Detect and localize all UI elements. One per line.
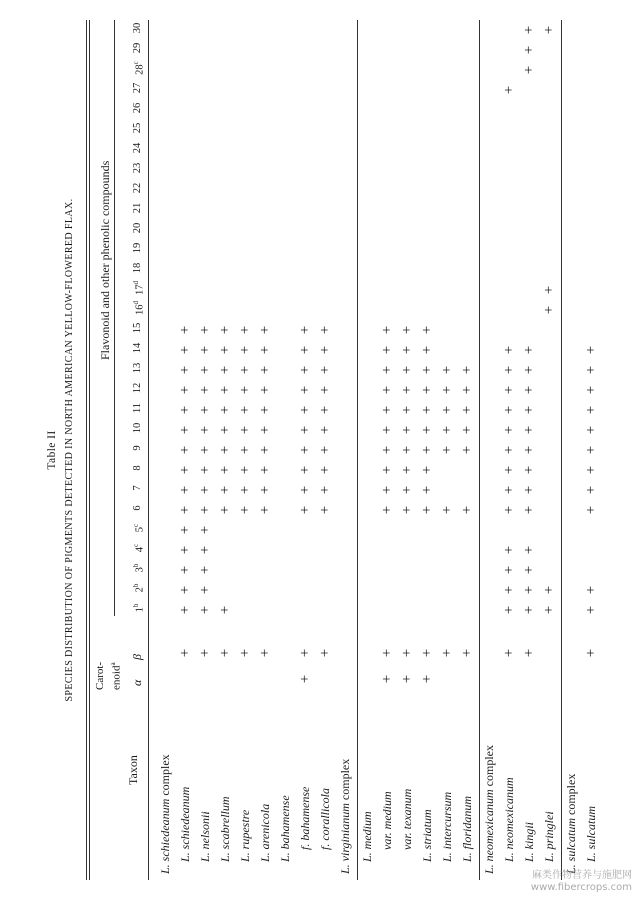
plus-mark: + — [501, 425, 517, 435]
header-carotenoid-beta: β — [130, 654, 144, 660]
plus-mark: + — [197, 605, 213, 615]
column-number-12: 12 — [132, 382, 143, 394]
plus-mark: + — [237, 485, 253, 495]
plus-mark: + — [459, 385, 475, 395]
column-number-13: 13 — [132, 362, 143, 374]
column-number-6: 6 — [132, 505, 143, 511]
plus-mark: + — [439, 365, 455, 375]
plus-mark: + — [197, 405, 213, 415]
column-number-30: 30 — [132, 22, 143, 34]
plus-mark: + — [317, 505, 333, 515]
plus-mark: + — [297, 365, 313, 375]
plus-mark: + — [521, 605, 537, 615]
plus-mark: + — [237, 505, 253, 515]
group-rule — [479, 20, 480, 880]
plus-mark: + — [217, 505, 233, 515]
plus-mark: + — [379, 674, 395, 684]
header-flavonoid: Flavonoid and other phenolic compounds — [98, 160, 112, 360]
plus-mark: + — [419, 405, 435, 415]
plus-mark: + — [419, 365, 435, 375]
taxon-group: L. schiedeanum complex — [158, 754, 172, 874]
plus-mark: + — [399, 648, 415, 658]
plus-mark: + — [501, 405, 517, 415]
taxon-label: var. texanum — [400, 788, 414, 850]
plus-mark: + — [177, 385, 193, 395]
plus-mark: + — [177, 405, 193, 415]
plus-mark: + — [177, 525, 193, 535]
top-rule-1 — [86, 20, 87, 880]
plus-mark: + — [419, 385, 435, 395]
plus-mark: + — [399, 345, 415, 355]
plus-mark: + — [217, 385, 233, 395]
plus-mark: + — [317, 485, 333, 495]
plus-mark: + — [257, 648, 273, 658]
plus-mark: + — [399, 485, 415, 495]
plus-mark: + — [379, 425, 395, 435]
plus-mark: + — [317, 648, 333, 658]
plus-mark: + — [177, 565, 193, 575]
plus-mark: + — [521, 45, 537, 55]
taxon-label: L. striatum — [420, 809, 434, 862]
plus-mark: + — [177, 648, 193, 658]
plus-mark: + — [521, 648, 537, 658]
plus-mark: + — [521, 505, 537, 515]
plus-mark: + — [217, 445, 233, 455]
taxon-label: L. arenicola — [258, 803, 272, 862]
plus-mark: + — [521, 465, 537, 475]
plus-mark: + — [501, 365, 517, 375]
plus-mark: + — [541, 605, 557, 615]
plus-mark: + — [379, 465, 395, 475]
plus-mark: + — [521, 385, 537, 395]
table-title: Table II — [46, 430, 58, 470]
plus-mark: + — [521, 545, 537, 555]
plus-mark: + — [583, 648, 599, 658]
plus-mark: + — [501, 85, 517, 95]
plus-mark: + — [379, 485, 395, 495]
plus-mark: + — [399, 325, 415, 335]
plus-mark: + — [521, 585, 537, 595]
taxon-label: L. scabrellum — [218, 796, 232, 862]
plus-mark: + — [439, 405, 455, 415]
plus-mark: + — [379, 385, 395, 395]
plus-mark: + — [297, 405, 313, 415]
plus-mark: + — [217, 325, 233, 335]
plus-mark: + — [419, 648, 435, 658]
plus-mark: + — [501, 485, 517, 495]
column-number-9: 9 — [132, 445, 143, 451]
plus-mark: + — [501, 585, 517, 595]
plus-mark: + — [399, 385, 415, 395]
column-number-21: 21 — [132, 202, 143, 214]
plus-mark: + — [379, 505, 395, 515]
plus-mark: + — [317, 425, 333, 435]
plus-mark: + — [297, 425, 313, 435]
plus-mark: + — [217, 405, 233, 415]
plus-mark: + — [583, 465, 599, 475]
plus-mark: + — [541, 585, 557, 595]
plus-mark: + — [237, 465, 253, 475]
plus-mark: + — [459, 425, 475, 435]
taxon-label: L. bahamense — [278, 795, 292, 862]
plus-mark: + — [297, 648, 313, 658]
plus-mark: + — [177, 505, 193, 515]
flavonoid-rule — [114, 20, 115, 616]
plus-mark: + — [419, 485, 435, 495]
plus-mark: + — [297, 345, 313, 355]
column-number-25: 25 — [132, 122, 143, 134]
plus-mark: + — [197, 585, 213, 595]
column-number-7: 7 — [132, 485, 143, 491]
plus-mark: + — [237, 445, 253, 455]
plus-mark: + — [317, 385, 333, 395]
column-number-22: 22 — [132, 182, 143, 194]
plus-mark: + — [521, 365, 537, 375]
plus-mark: + — [399, 465, 415, 475]
group-rule — [357, 20, 358, 880]
plus-mark: + — [257, 485, 273, 495]
plus-mark: + — [583, 385, 599, 395]
plus-mark: + — [197, 385, 213, 395]
taxon-label: L. pringlei — [542, 811, 556, 862]
header-bottom-rule — [148, 20, 149, 880]
watermark-line-1: 麻类作物营养与施肥网 — [532, 870, 632, 881]
plus-mark: + — [439, 445, 455, 455]
plus-mark: + — [317, 325, 333, 335]
column-number-26: 26 — [132, 102, 143, 114]
plus-mark: + — [521, 445, 537, 455]
plus-mark: + — [541, 285, 557, 295]
column-number-3: 3$^b$ — [132, 563, 146, 573]
plus-mark: + — [297, 385, 313, 395]
column-number-1: 1$^b$ — [132, 603, 146, 613]
plus-mark: + — [379, 405, 395, 415]
plus-mark: + — [439, 505, 455, 515]
taxon-label: f. bahamense — [298, 786, 312, 850]
column-number-23: 23 — [132, 162, 143, 174]
column-number-5: 5$^c$ — [132, 523, 146, 533]
plus-mark: + — [257, 365, 273, 375]
plus-mark: + — [177, 585, 193, 595]
column-number-17: 17$^d$ — [132, 281, 146, 295]
plus-mark: + — [257, 505, 273, 515]
plus-mark: + — [379, 445, 395, 455]
plus-mark: + — [379, 345, 395, 355]
plus-mark: + — [257, 405, 273, 415]
plus-mark: + — [459, 445, 475, 455]
plus-mark: + — [541, 25, 557, 35]
plus-mark: + — [583, 585, 599, 595]
plus-mark: + — [197, 425, 213, 435]
plus-mark: + — [317, 445, 333, 455]
plus-mark: + — [459, 365, 475, 375]
plus-mark: + — [257, 385, 273, 395]
plus-mark: + — [379, 365, 395, 375]
plus-mark: + — [217, 345, 233, 355]
plus-mark: + — [257, 445, 273, 455]
plus-mark: + — [521, 405, 537, 415]
taxon-label: L. intercursum — [440, 791, 454, 862]
plus-mark: + — [217, 648, 233, 658]
plus-mark: + — [237, 345, 253, 355]
plus-mark: + — [197, 465, 213, 475]
plus-mark: + — [317, 465, 333, 475]
plus-mark: + — [237, 405, 253, 415]
column-number-11: 11 — [132, 402, 143, 414]
plus-mark: + — [501, 648, 517, 658]
plus-mark: + — [583, 485, 599, 495]
table-caption: SPECIES DISTRIBUTION OF PIGMENTS DETECTED IN NORTH AMERICAN YELLOW-FLOWERED FLAX. — [64, 198, 75, 702]
taxon-label: L. nelsonii — [198, 811, 212, 862]
plus-mark: + — [197, 325, 213, 335]
column-number-24: 24 — [132, 142, 143, 154]
plus-mark: + — [521, 65, 537, 75]
plus-mark: + — [257, 425, 273, 435]
plus-mark: + — [237, 325, 253, 335]
plus-mark: + — [501, 465, 517, 475]
plus-mark: + — [257, 325, 273, 335]
plus-mark: + — [583, 605, 599, 615]
plus-mark: + — [501, 505, 517, 515]
column-number-16: 16$^d$ — [132, 301, 146, 315]
plus-mark: + — [237, 648, 253, 658]
plus-mark: + — [439, 648, 455, 658]
plus-mark: + — [177, 545, 193, 555]
plus-mark: + — [297, 505, 313, 515]
plus-mark: + — [501, 605, 517, 615]
plus-mark: + — [439, 385, 455, 395]
plus-mark: + — [459, 505, 475, 515]
taxon-label: L. neomexicanum — [502, 777, 516, 862]
plus-mark: + — [197, 365, 213, 375]
taxon-label: f. corallicola — [318, 788, 332, 850]
plus-mark: + — [217, 425, 233, 435]
taxon-label: L. schiedeanum — [178, 786, 192, 862]
plus-mark: + — [399, 365, 415, 375]
plus-mark: + — [419, 425, 435, 435]
group-rule — [561, 20, 562, 880]
watermark-line-2: www.fibercrops.com — [530, 882, 632, 893]
plus-mark: + — [217, 465, 233, 475]
plus-mark: + — [439, 425, 455, 435]
plus-mark: + — [521, 345, 537, 355]
column-number-29: 29 — [132, 42, 143, 54]
plus-mark: + — [419, 674, 435, 684]
taxon-label: L. kingii — [522, 821, 536, 862]
plus-mark: + — [459, 405, 475, 415]
column-number-10: 10 — [132, 422, 143, 434]
plus-mark: + — [583, 365, 599, 375]
plus-mark: + — [177, 425, 193, 435]
plus-mark: + — [583, 445, 599, 455]
plus-mark: + — [399, 674, 415, 684]
plus-mark: + — [399, 425, 415, 435]
column-number-14: 14 — [132, 342, 143, 354]
header-carotenoid-alpha: α — [130, 679, 144, 686]
plus-mark: + — [177, 605, 193, 615]
plus-mark: + — [297, 485, 313, 495]
plus-mark: + — [521, 425, 537, 435]
taxon-label: L. rupestre — [238, 809, 252, 862]
plus-mark: + — [583, 405, 599, 415]
column-number-2: 2$^b$ — [132, 583, 146, 593]
column-number-20: 20 — [132, 222, 143, 234]
plus-mark: + — [257, 345, 273, 355]
plus-mark: + — [197, 648, 213, 658]
column-number-8: 8 — [132, 465, 143, 471]
taxon-label: L. sulcatum — [584, 805, 598, 862]
plus-mark: + — [297, 445, 313, 455]
plus-mark: + — [197, 345, 213, 355]
plus-mark: + — [197, 565, 213, 575]
plus-mark: + — [419, 345, 435, 355]
plus-mark: + — [197, 525, 213, 535]
plus-mark: + — [521, 25, 537, 35]
taxon-label: L. floridanum — [460, 795, 474, 862]
plus-mark: + — [459, 648, 475, 658]
plus-mark: + — [177, 465, 193, 475]
plus-mark: + — [197, 505, 213, 515]
plus-mark: + — [501, 345, 517, 355]
plus-mark: + — [419, 505, 435, 515]
plus-mark: + — [177, 325, 193, 335]
plus-mark: + — [317, 345, 333, 355]
top-rule-2 — [89, 20, 90, 880]
plus-mark: + — [177, 485, 193, 495]
watermark — [531, 870, 632, 894]
header-carotenoid: Carot-enoid$^a$ — [94, 661, 123, 690]
plus-mark: + — [177, 345, 193, 355]
plus-mark: + — [419, 325, 435, 335]
column-number-15: 15 — [132, 322, 143, 334]
plus-mark: + — [379, 325, 395, 335]
plus-mark: + — [521, 485, 537, 495]
plus-mark: + — [501, 565, 517, 575]
plus-mark: + — [197, 485, 213, 495]
plus-mark: + — [217, 365, 233, 375]
plus-mark: + — [237, 425, 253, 435]
plus-mark: + — [177, 445, 193, 455]
plus-mark: + — [297, 674, 313, 684]
plus-mark: + — [317, 405, 333, 415]
plus-mark: + — [501, 385, 517, 395]
plus-mark: + — [399, 505, 415, 515]
column-number-27: 27 — [132, 82, 143, 94]
plus-mark: + — [217, 605, 233, 615]
plus-mark: + — [583, 505, 599, 515]
plus-mark: + — [583, 425, 599, 435]
plus-mark: + — [399, 405, 415, 415]
plus-mark: + — [257, 465, 273, 475]
plus-mark: + — [237, 365, 253, 375]
taxon-group: L. virginianum complex — [338, 758, 352, 874]
plus-mark: + — [501, 545, 517, 555]
plus-mark: + — [583, 345, 599, 355]
plus-mark: + — [521, 565, 537, 575]
plus-mark: + — [317, 365, 333, 375]
plus-mark: + — [297, 465, 313, 475]
plus-mark: + — [399, 445, 415, 455]
plus-mark: + — [197, 545, 213, 555]
column-number-4: 4$^c$ — [132, 543, 146, 553]
taxon-group: L. neomexicanum complex — [482, 745, 496, 874]
taxon-label: var. medium — [380, 791, 394, 850]
column-number-28: 28$^c$ — [132, 61, 146, 75]
column-number-18: 18 — [132, 262, 143, 274]
plus-mark: + — [177, 365, 193, 375]
plus-mark: + — [217, 485, 233, 495]
plus-mark: + — [297, 325, 313, 335]
plus-mark: + — [379, 648, 395, 658]
plus-mark: + — [197, 445, 213, 455]
taxon-group: L. sulcatum complex — [564, 773, 578, 874]
column-number-19: 19 — [132, 242, 143, 254]
taxon-label: L. medium — [360, 811, 374, 862]
plus-mark: + — [419, 465, 435, 475]
plus-mark: + — [541, 305, 557, 315]
plus-mark: + — [501, 445, 517, 455]
plus-mark: + — [419, 445, 435, 455]
header-taxon: Taxon — [126, 755, 140, 785]
plus-mark: + — [237, 385, 253, 395]
